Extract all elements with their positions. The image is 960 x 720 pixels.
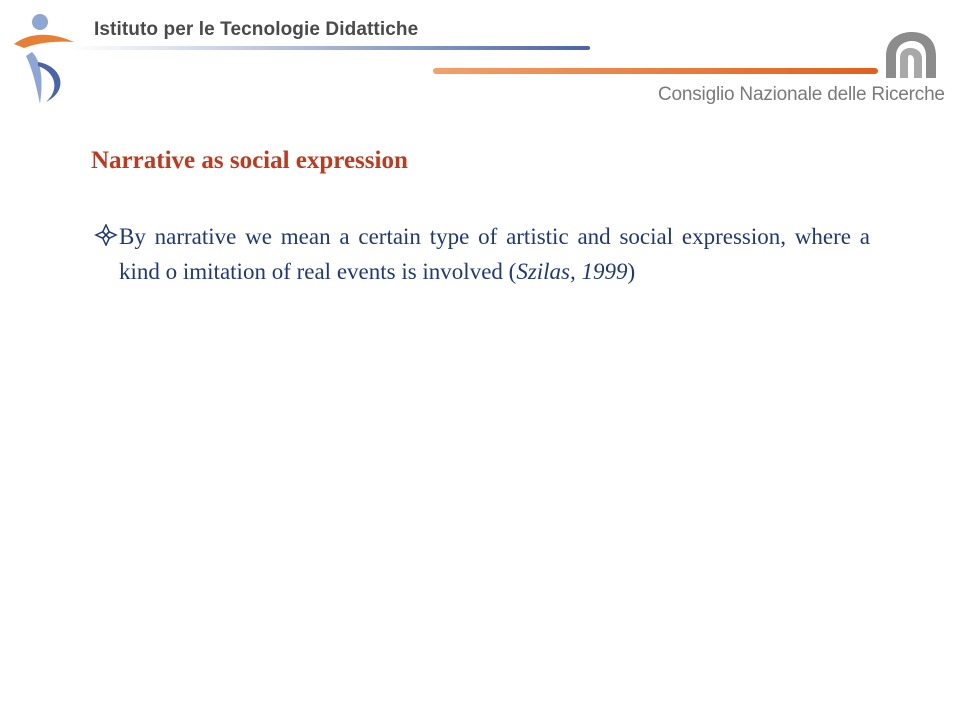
institute-name: Istituto per le Tecnologie Didattiche xyxy=(94,19,419,40)
cnr-logo xyxy=(876,26,942,86)
diamond-bullet-icon xyxy=(93,224,119,246)
bullet-body: By narrative we mean a certain type of artistic and social expression, where a kind o imitation of real events is involved ( xyxy=(119,224,870,284)
citation: Szilas, 1999 xyxy=(516,259,628,284)
bullet-item xyxy=(93,219,870,289)
citation-close: ) xyxy=(627,259,636,284)
slide-title: Narrative as social expression xyxy=(91,147,408,174)
itd-logo xyxy=(0,0,100,115)
header-divider-blue xyxy=(70,46,590,50)
bullet-text xyxy=(119,219,870,289)
header-divider-orange xyxy=(433,68,878,74)
council-name: Consiglio Nazionale delle Ricerche xyxy=(658,84,945,105)
